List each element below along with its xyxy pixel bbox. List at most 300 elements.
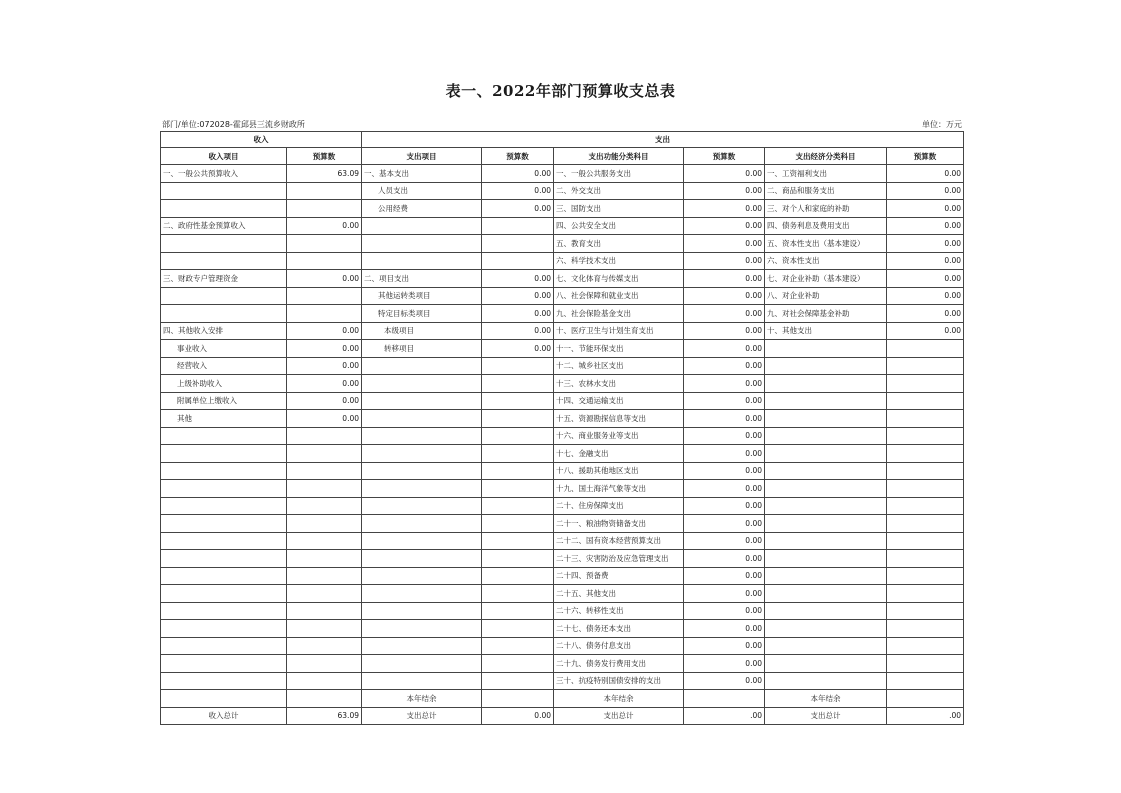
expense-budget-cell: 0.00 xyxy=(482,322,554,340)
income-budget-cell: 0.00 xyxy=(287,340,362,358)
expense-budget-cell xyxy=(482,357,554,375)
func-item-cell: 十九、国土海洋气象等支出 xyxy=(554,480,684,498)
expense-budget-cell xyxy=(482,392,554,410)
econ-budget-cell xyxy=(887,445,964,463)
income-item-cell: 上级补助收入 xyxy=(161,375,287,393)
table-row xyxy=(161,322,964,340)
func-item-cell: 十一、节能环保支出 xyxy=(554,340,684,358)
func-item-cell: 二十六、转移性支出 xyxy=(554,602,684,620)
expense-budget-cell: 0.00 xyxy=(482,287,554,305)
func-item-cell: 二十二、国有资本经营预算支出 xyxy=(554,532,684,550)
econ-balance-label: 本年结余 xyxy=(765,690,887,708)
expense-budget-cell xyxy=(482,445,554,463)
econ-budget-cell xyxy=(887,550,964,568)
econ-item-cell xyxy=(765,655,887,673)
table-row xyxy=(161,340,964,358)
expense-budget-cell xyxy=(482,550,554,568)
econ-budget-cell: 0.00 xyxy=(887,235,964,253)
income-budget-cell xyxy=(287,602,362,620)
income-item-cell xyxy=(161,655,287,673)
econ-budget-cell xyxy=(887,637,964,655)
income-item-cell xyxy=(161,620,287,638)
func-budget-cell: 0.00 xyxy=(684,287,765,305)
econ-item-cell: 四、债务利息及费用支出 xyxy=(765,217,887,235)
income-item-cell: 经营收入 xyxy=(161,357,287,375)
econ-budget-cell xyxy=(887,427,964,445)
unit-label: 单位：万元 xyxy=(922,120,962,129)
income-item-cell: 附属单位上缴收入 xyxy=(161,392,287,410)
income-budget-cell xyxy=(287,427,362,445)
income-item-cell: 事业收入 xyxy=(161,340,287,358)
func-item-cell: 二十、住房保障支出 xyxy=(554,497,684,515)
expense-item-cell xyxy=(362,252,482,270)
income-budget-cell: 0.00 xyxy=(287,392,362,410)
table-row xyxy=(161,637,964,655)
table-body xyxy=(161,132,964,725)
econ-budget-cell xyxy=(887,655,964,673)
func-item-cell: 十八、援助其他地区支出 xyxy=(554,462,684,480)
income-budget-cell xyxy=(287,287,362,305)
expense-item-cell xyxy=(362,550,482,568)
expense-budget-cell xyxy=(482,567,554,585)
col-expense-item: 支出项目 xyxy=(362,148,482,165)
income-item-cell xyxy=(161,567,287,585)
col-income-item: 收入项目 xyxy=(161,148,287,165)
table-row xyxy=(161,462,964,480)
expense-budget-cell xyxy=(482,235,554,253)
expense-item-cell: 公用经费 xyxy=(362,200,482,218)
income-budget-cell: 0.00 xyxy=(287,410,362,428)
table-row xyxy=(161,200,964,218)
econ-budget-cell xyxy=(887,532,964,550)
expense-item-cell xyxy=(362,427,482,445)
func-item-cell: 二十四、预备费 xyxy=(554,567,684,585)
income-budget-cell xyxy=(287,480,362,498)
econ-item-cell xyxy=(765,462,887,480)
econ-budget-cell: 0.00 xyxy=(887,305,964,323)
econ-item-cell xyxy=(765,340,887,358)
func-item-cell: 十二、城乡社区支出 xyxy=(554,357,684,375)
expense-item-cell xyxy=(362,375,482,393)
econ-budget-cell: 0.00 xyxy=(887,182,964,200)
econ-item-cell xyxy=(765,532,887,550)
expense-budget-cell xyxy=(482,375,554,393)
econ-item-cell: 五、资本性支出（基本建设） xyxy=(765,235,887,253)
econ-budget-cell: 0.00 xyxy=(887,252,964,270)
table-row xyxy=(161,655,964,673)
func-budget-cell: 0.00 xyxy=(684,165,765,183)
econ-budget-cell: 0.00 xyxy=(887,287,964,305)
income-budget-cell xyxy=(287,550,362,568)
table-row xyxy=(161,410,964,428)
econ-budget-cell xyxy=(887,340,964,358)
func-budget-cell: 0.00 xyxy=(684,497,765,515)
econ-budget-cell: 0.00 xyxy=(887,165,964,183)
expense-item-cell xyxy=(362,462,482,480)
table-row xyxy=(161,182,964,200)
col-func-item: 支出功能分类科目 xyxy=(554,148,684,165)
econ-item-cell: 十、其他支出 xyxy=(765,322,887,340)
income-budget-cell: 0.00 xyxy=(287,357,362,375)
income-item-cell xyxy=(161,287,287,305)
table-row xyxy=(161,532,964,550)
table-row xyxy=(161,602,964,620)
expense-budget-cell xyxy=(482,480,554,498)
group-header-row xyxy=(161,132,964,148)
func-item-cell: 八、社会保障和就业支出 xyxy=(554,287,684,305)
income-budget-cell xyxy=(287,235,362,253)
econ-item-cell xyxy=(765,427,887,445)
expense-budget-cell xyxy=(482,252,554,270)
income-budget-cell: 0.00 xyxy=(287,322,362,340)
func-budget-cell: 0.00 xyxy=(684,602,765,620)
income-item-cell: 一、一般公共预算收入 xyxy=(161,165,287,183)
econ-budget-cell xyxy=(887,392,964,410)
func-budget-cell: 0.00 xyxy=(684,515,765,533)
func-item-cell: 十五、资源勘探信息等支出 xyxy=(554,410,684,428)
econ-item-cell xyxy=(765,585,887,603)
func-item-cell: 二十一、粮油物资储备支出 xyxy=(554,515,684,533)
func-item-cell: 九、社会保险基金支出 xyxy=(554,305,684,323)
econ-budget-cell xyxy=(887,515,964,533)
expense-budget-cell xyxy=(482,532,554,550)
income-budget-cell xyxy=(287,515,362,533)
income-budget-cell xyxy=(287,532,362,550)
expense-item-cell xyxy=(362,392,482,410)
income-budget-cell xyxy=(287,462,362,480)
econ-budget-cell xyxy=(887,410,964,428)
expense-budget-cell: 0.00 xyxy=(482,165,554,183)
econ-item-cell xyxy=(765,602,887,620)
econ-item-cell xyxy=(765,672,887,690)
income-budget-cell xyxy=(287,445,362,463)
econ-item-cell xyxy=(765,480,887,498)
econ-item-cell: 八、对企业补助 xyxy=(765,287,887,305)
expense-item-cell: 转移项目 xyxy=(362,340,482,358)
expense-item-cell: 本级项目 xyxy=(362,322,482,340)
expense-group-header: 支出 xyxy=(362,132,964,148)
expense-budget-cell xyxy=(482,217,554,235)
econ-budget-cell xyxy=(887,567,964,585)
table-row xyxy=(161,357,964,375)
income-budget-cell xyxy=(287,672,362,690)
econ-item-cell: 三、对个人和家庭的补助 xyxy=(765,200,887,218)
func-budget-cell: 0.00 xyxy=(684,462,765,480)
expense-item-cell: 人员支出 xyxy=(362,182,482,200)
econ-total-value: .00 xyxy=(887,707,964,725)
econ-item-cell: 九、对社会保障基金补助 xyxy=(765,305,887,323)
expense-budget-cell xyxy=(482,585,554,603)
expense-budget-cell xyxy=(482,637,554,655)
expense-total-value: 0.00 xyxy=(482,707,554,725)
func-balance-label: 本年结余 xyxy=(554,690,684,708)
econ-item-cell xyxy=(765,375,887,393)
income-item-cell xyxy=(161,427,287,445)
expense-budget-cell xyxy=(482,410,554,428)
func-budget-cell: 0.00 xyxy=(684,655,765,673)
expense-item-cell xyxy=(362,445,482,463)
expense-item-cell: 其他运转类项目 xyxy=(362,287,482,305)
income-item-cell xyxy=(161,305,287,323)
func-budget-cell: 0.00 xyxy=(684,182,765,200)
table-row xyxy=(161,497,964,515)
func-item-cell: 二十七、债务还本支出 xyxy=(554,620,684,638)
expense-budget-cell: 0.00 xyxy=(482,305,554,323)
econ-budget-cell: 0.00 xyxy=(887,322,964,340)
table-row xyxy=(161,480,964,498)
income-budget-cell xyxy=(287,655,362,673)
expense-budget-cell xyxy=(482,602,554,620)
func-item-cell: 三十、抗疫特别国债安排的支出 xyxy=(554,672,684,690)
econ-item-cell: 七、对企业补助（基本建设） xyxy=(765,270,887,288)
page-title: 表一、2022年部门预算收支总表 xyxy=(445,82,676,100)
income-item-cell: 其他 xyxy=(161,410,287,428)
income-budget-cell xyxy=(287,182,362,200)
income-budget-cell xyxy=(287,200,362,218)
expense-item-cell: 一、基本支出 xyxy=(362,165,482,183)
table-row xyxy=(161,515,964,533)
total-row xyxy=(161,707,964,725)
col-econ-item: 支出经济分类科目 xyxy=(765,148,887,165)
func-budget-cell: 0.00 xyxy=(684,427,765,445)
expense-item-cell xyxy=(362,515,482,533)
func-item-cell: 四、公共安全支出 xyxy=(554,217,684,235)
expense-item-cell xyxy=(362,480,482,498)
func-item-cell: 十四、交通运输支出 xyxy=(554,392,684,410)
econ-budget-cell xyxy=(887,672,964,690)
func-budget-cell: 0.00 xyxy=(684,532,765,550)
income-budget-cell: 0.00 xyxy=(287,270,362,288)
income-item-cell: 二、政府性基金预算收入 xyxy=(161,217,287,235)
table-row xyxy=(161,252,964,270)
table-row xyxy=(161,287,964,305)
econ-item-cell: 六、资本性支出 xyxy=(765,252,887,270)
econ-item-cell xyxy=(765,410,887,428)
income-group-header: 收入 xyxy=(161,132,362,148)
income-budget-cell xyxy=(287,305,362,323)
income-budget-cell: 0.00 xyxy=(287,375,362,393)
expense-budget-cell xyxy=(482,655,554,673)
income-item-cell xyxy=(161,602,287,620)
func-item-cell: 六、科学技术支出 xyxy=(554,252,684,270)
expense-budget-cell xyxy=(482,497,554,515)
expense-item-cell xyxy=(362,567,482,585)
func-budget-cell: 0.00 xyxy=(684,567,765,585)
expense-item-cell: 二、项目支出 xyxy=(362,270,482,288)
func-budget-cell: 0.00 xyxy=(684,217,765,235)
income-budget-cell xyxy=(287,497,362,515)
income-item-cell xyxy=(161,585,287,603)
func-budget-cell: 0.00 xyxy=(684,392,765,410)
expense-budget-cell: 0.00 xyxy=(482,200,554,218)
income-budget-cell xyxy=(287,620,362,638)
func-total-value: .00 xyxy=(684,707,765,725)
econ-item-cell xyxy=(765,357,887,375)
expense-item-cell xyxy=(362,585,482,603)
econ-budget-cell xyxy=(887,357,964,375)
table-row xyxy=(161,165,964,183)
income-item-cell xyxy=(161,462,287,480)
func-budget-cell: 0.00 xyxy=(684,637,765,655)
econ-budget-cell xyxy=(887,585,964,603)
income-item-cell xyxy=(161,550,287,568)
econ-budget-cell xyxy=(887,462,964,480)
income-item-cell xyxy=(161,515,287,533)
func-budget-cell: 0.00 xyxy=(684,340,765,358)
func-item-cell: 二十五、其他支出 xyxy=(554,585,684,603)
expense-item-cell xyxy=(362,410,482,428)
income-budget-cell xyxy=(287,252,362,270)
econ-item-cell xyxy=(765,637,887,655)
income-budget-cell xyxy=(287,567,362,585)
income-item-cell xyxy=(161,497,287,515)
expense-balance-label: 本年结余 xyxy=(362,690,482,708)
expense-item-cell xyxy=(362,357,482,375)
column-header-row xyxy=(161,148,964,165)
func-budget-cell: 0.00 xyxy=(684,252,765,270)
econ-item-cell xyxy=(765,445,887,463)
table-row xyxy=(161,375,964,393)
func-item-cell: 二十三、灾害防治及应急管理支出 xyxy=(554,550,684,568)
econ-budget-cell: 0.00 xyxy=(887,217,964,235)
expense-budget-cell xyxy=(482,672,554,690)
econ-budget-cell: 0.00 xyxy=(887,270,964,288)
table-row xyxy=(161,235,964,253)
func-item-cell: 二十九、债务发行费用支出 xyxy=(554,655,684,673)
expense-budget-cell: 0.00 xyxy=(482,182,554,200)
func-budget-cell: 0.00 xyxy=(684,672,765,690)
econ-item-cell xyxy=(765,620,887,638)
econ-item-cell xyxy=(765,567,887,585)
econ-balance-value xyxy=(887,690,964,708)
expense-budget-cell xyxy=(482,620,554,638)
expense-budget-cell: 0.00 xyxy=(482,340,554,358)
table-row xyxy=(161,305,964,323)
expense-item-cell xyxy=(362,672,482,690)
income-item-cell xyxy=(161,235,287,253)
expense-item-cell xyxy=(362,620,482,638)
income-budget-cell xyxy=(287,690,362,708)
econ-budget-cell xyxy=(887,602,964,620)
econ-budget-cell xyxy=(887,497,964,515)
func-item-cell: 十三、农林水支出 xyxy=(554,375,684,393)
econ-item-cell xyxy=(765,392,887,410)
expense-budget-cell xyxy=(482,515,554,533)
expense-item-cell xyxy=(362,217,482,235)
func-budget-cell: 0.00 xyxy=(684,410,765,428)
func-item-cell: 十六、商业服务业等支出 xyxy=(554,427,684,445)
income-item-cell xyxy=(161,480,287,498)
income-item-cell xyxy=(161,200,287,218)
func-budget-cell: 0.00 xyxy=(684,235,765,253)
func-budget-cell: 0.00 xyxy=(684,445,765,463)
econ-item-cell: 二、商品和服务支出 xyxy=(765,182,887,200)
expense-balance-value xyxy=(482,690,554,708)
table-row xyxy=(161,567,964,585)
econ-budget-cell xyxy=(887,620,964,638)
income-budget-cell: 0.00 xyxy=(287,217,362,235)
func-budget-cell: 0.00 xyxy=(684,357,765,375)
expense-item-cell xyxy=(362,602,482,620)
func-budget-cell: 0.00 xyxy=(684,375,765,393)
expense-item-cell xyxy=(362,637,482,655)
col-income-budget: 预算数 xyxy=(287,148,362,165)
table-row xyxy=(161,392,964,410)
econ-item-cell xyxy=(765,515,887,533)
income-budget-cell xyxy=(287,637,362,655)
econ-item-cell: 一、工资福利支出 xyxy=(765,165,887,183)
func-budget-cell: 0.00 xyxy=(684,550,765,568)
func-item-cell: 二、外交支出 xyxy=(554,182,684,200)
econ-item-cell xyxy=(765,550,887,568)
func-item-cell: 七、文化体育与传媒支出 xyxy=(554,270,684,288)
income-item-cell: 四、其他收入安排 xyxy=(161,322,287,340)
income-item-cell xyxy=(161,252,287,270)
func-budget-cell: 0.00 xyxy=(684,480,765,498)
income-total-label: 收入总计 xyxy=(161,707,287,725)
income-total-value: 63.09 xyxy=(287,707,362,725)
table-row xyxy=(161,585,964,603)
econ-budget-cell xyxy=(887,480,964,498)
col-func-budget: 预算数 xyxy=(684,148,765,165)
income-item-cell xyxy=(161,637,287,655)
table-row xyxy=(161,445,964,463)
table-row xyxy=(161,270,964,288)
func-balance-value xyxy=(684,690,765,708)
econ-budget-cell: 0.00 xyxy=(887,200,964,218)
func-budget-cell: 0.00 xyxy=(684,620,765,638)
expense-item-cell xyxy=(362,235,482,253)
expense-item-cell xyxy=(362,497,482,515)
income-item-cell xyxy=(161,445,287,463)
expense-budget-cell xyxy=(482,462,554,480)
expense-budget-cell xyxy=(482,427,554,445)
econ-budget-cell xyxy=(887,375,964,393)
func-budget-cell: 0.00 xyxy=(684,585,765,603)
dept-label: 部门/单位:072028-霍邱县三流乡财政所 xyxy=(162,120,305,129)
table-row xyxy=(161,620,964,638)
econ-item-cell xyxy=(765,497,887,515)
econ-total-label: 支出总计 xyxy=(765,707,887,725)
expense-total-label: 支出总计 xyxy=(362,707,482,725)
func-item-cell: 十、医疗卫生与计划生育支出 xyxy=(554,322,684,340)
table-row xyxy=(161,217,964,235)
func-item-cell: 十七、金融支出 xyxy=(554,445,684,463)
income-item-cell xyxy=(161,182,287,200)
table-row xyxy=(161,672,964,690)
expense-budget-cell: 0.00 xyxy=(482,270,554,288)
table-row xyxy=(161,550,964,568)
func-item-cell: 二十八、债务付息支出 xyxy=(554,637,684,655)
expense-item-cell xyxy=(362,532,482,550)
income-item-cell: 三、财政专户管理资金 xyxy=(161,270,287,288)
income-item-cell xyxy=(161,690,287,708)
income-budget-cell: 63.09 xyxy=(287,165,362,183)
func-item-cell: 三、国防支出 xyxy=(554,200,684,218)
func-budget-cell: 0.00 xyxy=(684,200,765,218)
func-item-cell: 五、教育支出 xyxy=(554,235,684,253)
income-item-cell xyxy=(161,532,287,550)
col-econ-budget: 预算数 xyxy=(887,148,964,165)
table-row xyxy=(161,427,964,445)
income-budget-cell xyxy=(287,585,362,603)
income-item-cell xyxy=(161,672,287,690)
budget-table xyxy=(160,131,964,725)
func-budget-cell: 0.00 xyxy=(684,305,765,323)
func-budget-cell: 0.00 xyxy=(684,322,765,340)
func-item-cell: 一、一般公共服务支出 xyxy=(554,165,684,183)
func-budget-cell: 0.00 xyxy=(684,270,765,288)
